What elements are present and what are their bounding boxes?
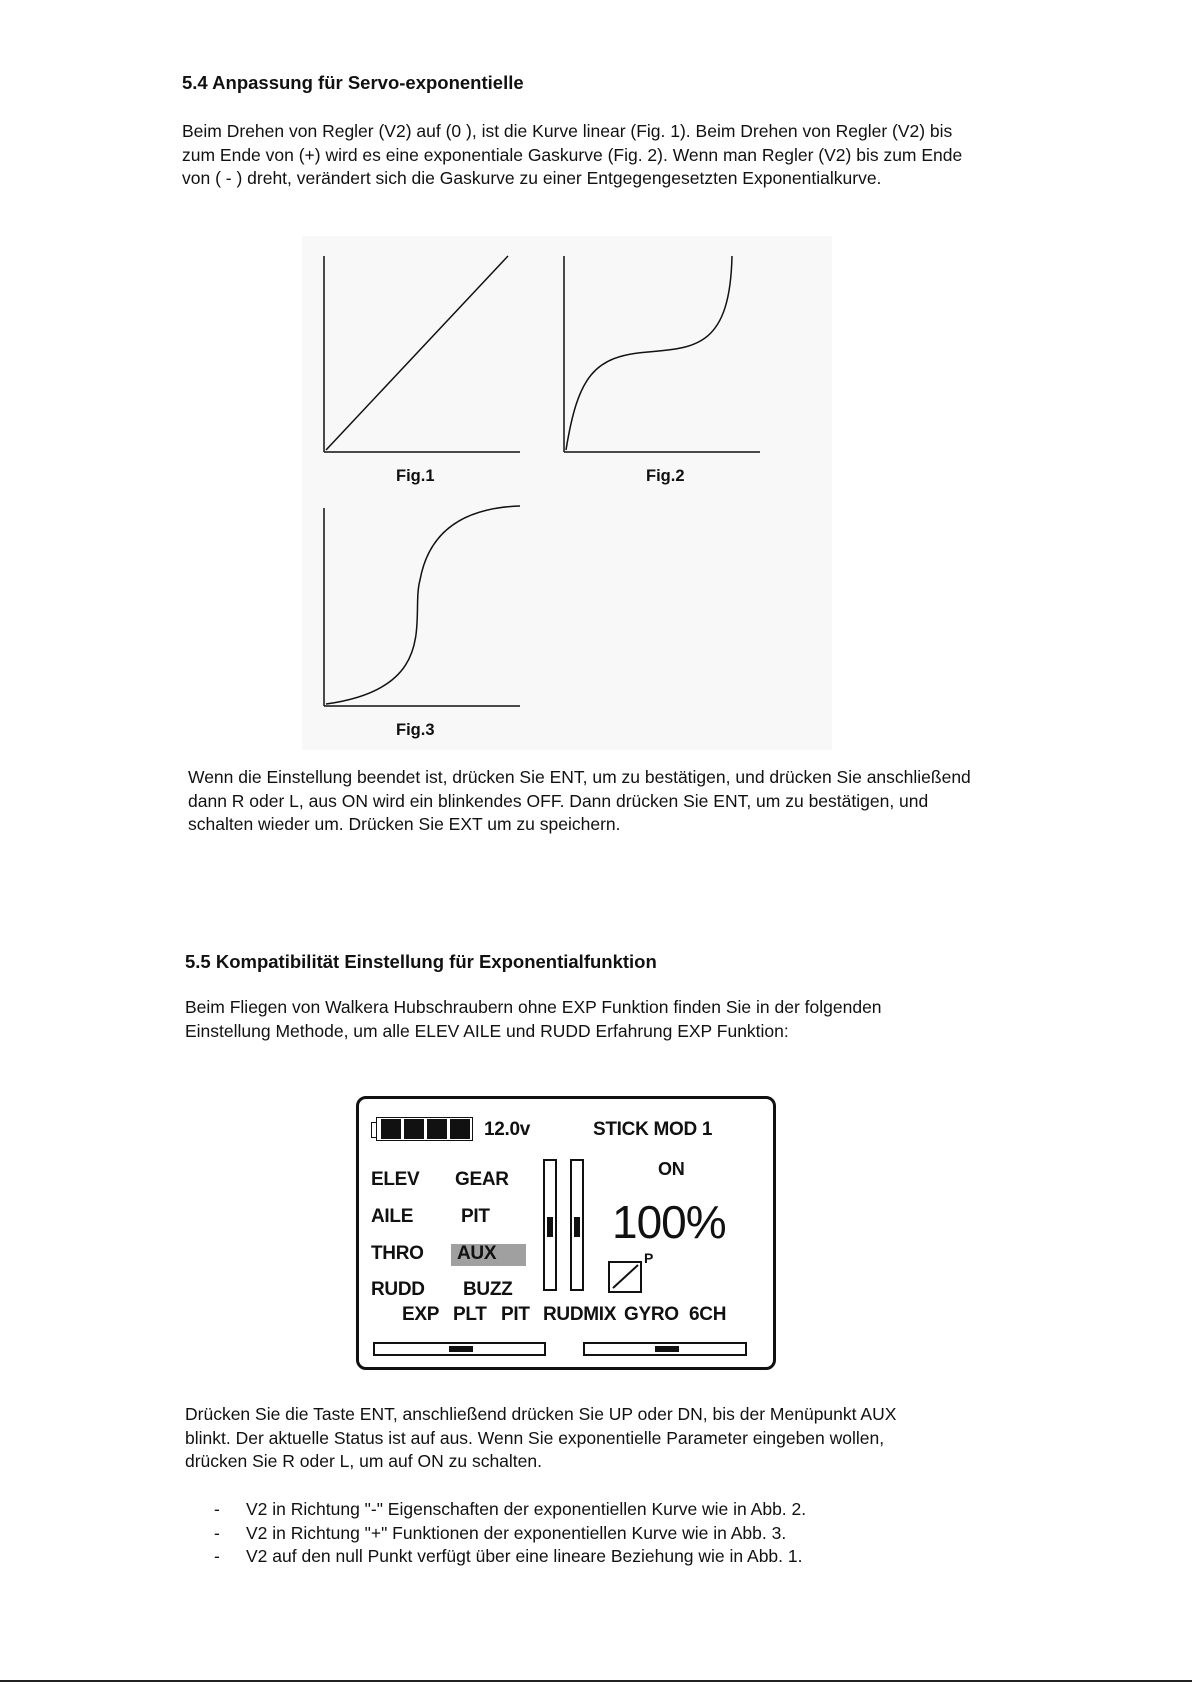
section-5-4-intro: Beim Drehen von Regler (V2) auf (0 ), ist die Kurve linear (Fig. 1). Beim Drehen von Regler (V2) bis zum Ende von (+) wird es eine exponentiale Gaskurve (Fig. 2). Wenn man Regler (V2) bis zum Ende von ( - ) dreht, verändert sich die Gaskurve zu einer Entgegengesetzten Exponentialkurve.	[182, 121, 963, 188]
fig3-s-curve	[326, 506, 520, 704]
menu-pit: PIT	[501, 1304, 530, 1325]
channel-label-buzz: BUZZ	[463, 1279, 513, 1300]
fig3-label: Fig.3	[396, 721, 435, 739]
menu-plt: PLT	[453, 1304, 487, 1325]
exp-percentage: 100%	[612, 1196, 726, 1248]
channel-label-gear: GEAR	[455, 1169, 509, 1190]
battery-voltage: 12.0v	[484, 1119, 531, 1140]
section-5-4-after-text: Wenn die Einstellung beendet ist, drücken Sie ENT, um zu bestätigen, und drücken Sie anschließend dann R oder L, aus ON wird ein blinkendes OFF. Dann drücken Sie ENT, um zu bestätigen, und schalten wieder um. Drücken Sie EXT um zu speichern.	[188, 767, 971, 834]
curve-marker: P	[644, 1250, 654, 1266]
section-5-5-intro: Beim Fliegen von Walkera Hubschraubern ohne EXP Funktion finden Sie in der folgenden Einstellung Methode, um alle ELEV AILE und RUDD Erfahrung EXP Funktion:	[185, 997, 882, 1041]
channel-label-thro: THRO	[371, 1243, 424, 1264]
exp-status: ON	[658, 1159, 685, 1179]
list-item: - V2 in Richtung "+" Funktionen der exponentiellen Kurve wie in Abb. 3.	[214, 1522, 787, 1543]
section-heading-5-5: 5.5 Kompatibilität Einstellung für Exponentialfunktion	[185, 951, 657, 972]
horizontal-bar-right	[583, 1342, 747, 1356]
menu-exp: EXP	[402, 1304, 440, 1325]
list-item: - V2 auf den null Punkt verfügt über eine lineare Beziehung wie in Abb. 1.	[214, 1546, 803, 1566]
menu-gyro: GYRO	[624, 1304, 679, 1325]
fig2-expo-curve	[566, 256, 732, 450]
fig1-label: Fig.1	[396, 467, 435, 485]
fig3-graph	[324, 506, 520, 706]
channel-label-pit: PIT	[461, 1206, 490, 1227]
lcd-screen	[356, 1096, 776, 1370]
fig2-label: Fig.2	[646, 467, 685, 485]
fig1-graph	[324, 256, 520, 452]
list-item: - V2 in Richtung "-" Eigenschaften der exponentiellen Kurve wie in Abb. 2.	[214, 1499, 807, 1519]
fig1-linear-curve	[326, 256, 508, 450]
menu-6ch: 6CH	[689, 1304, 727, 1325]
footer-divider	[0, 1680, 1192, 1682]
channel-label-aile: AILE	[371, 1206, 414, 1227]
stick-mode: STICK MOD 1	[593, 1119, 713, 1140]
bullet-list	[214, 1498, 806, 1569]
exponential-curve-figures	[302, 236, 832, 750]
fig2-graph	[564, 256, 760, 452]
menu-rudmix: RUDMIX	[543, 1304, 617, 1325]
horizontal-bar-left	[373, 1342, 546, 1356]
channel-label-aux: AUX	[457, 1243, 497, 1264]
section-5-5-after-text: Drücken Sie die Taste ENT, anschließend drücken Sie UP oder DN, bis der Menüpunkt AUX blinkt. Der aktuelle Status ist auf aus. Wenn Sie exponentielle Parameter eingeben wollen, drücken Sie R oder L, um auf ON zu schalten.	[185, 1404, 897, 1471]
vertical-bar-right	[570, 1159, 584, 1291]
channel-label-elev: ELEV	[371, 1169, 420, 1190]
vertical-bar-left	[543, 1159, 557, 1291]
battery-icon	[371, 1117, 475, 1141]
section-heading-5-4: 5.4 Anpassung für Servo-exponentielle	[182, 72, 524, 93]
channel-label-rudd: RUDD	[371, 1279, 425, 1300]
